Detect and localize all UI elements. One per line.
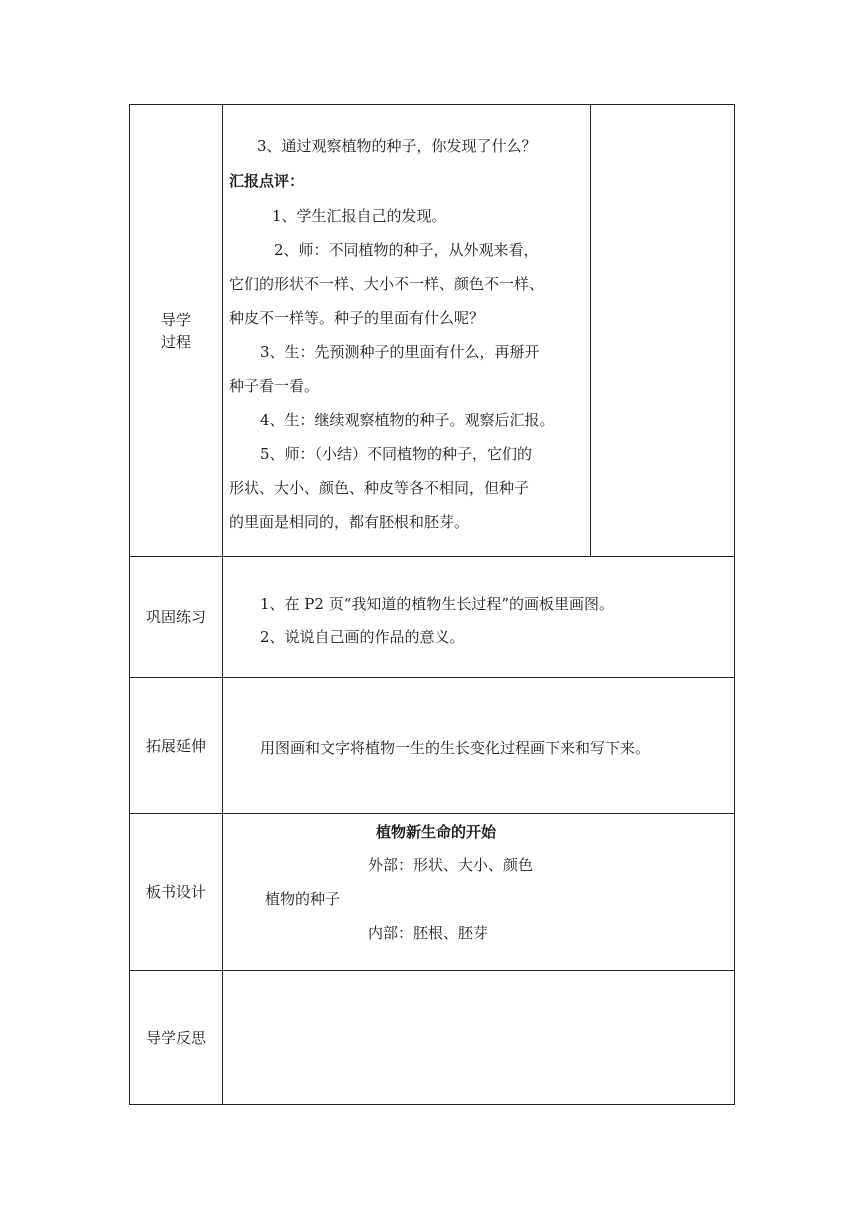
table-border-bottom xyxy=(129,1104,735,1105)
content-line: 3、通过观察植物的种子，你发现了什么？ xyxy=(257,137,537,155)
content-line: 形状、大小、颜色、种皮等各不相同，但种子 xyxy=(229,479,530,497)
content-line: 用图画和文字将植物一生的生长变化过程画下来和写下来。 xyxy=(260,739,651,757)
table-border-right xyxy=(734,104,735,1105)
content-line: 4、生：继续观察植物的种子。观察后汇报。 xyxy=(260,411,555,429)
row-label-text: 拓展延伸 xyxy=(145,736,206,755)
content-line: 2、师：不同植物的种子，从外观来看， xyxy=(274,241,539,259)
row-label-extension xyxy=(130,678,222,813)
row-label-text: 巩固练习 xyxy=(145,608,206,626)
board-inner-line: 内部：胚根、胚芽 xyxy=(368,924,489,942)
row-label-consolidation-practice xyxy=(130,557,222,677)
lesson-plan-table xyxy=(129,104,735,1105)
content-line: 1、学生汇报自己的发现。 xyxy=(272,207,447,225)
content-line: 种皮不一样等。种子的里面有什么呢？ xyxy=(229,309,485,327)
content-line: 1、在 P2 页“我知道的植物生长过程”的画板里画图。 xyxy=(260,595,615,613)
row-label-text: 导学过程 xyxy=(160,310,191,351)
content-line: 3、生：先预测种子的里面有什么，再掰开 xyxy=(260,343,540,361)
row-label-text: 板书设计 xyxy=(145,883,206,901)
row-label-reflection xyxy=(130,971,222,1104)
row-label-guided-process xyxy=(130,105,222,556)
board-center-line: 植物的种子 xyxy=(265,890,341,908)
row-label-text: 导学反思 xyxy=(145,1028,206,1047)
content-line: 5、师：（小结）不同植物的种子，它们的 xyxy=(260,445,533,463)
content-line: 的里面是相同的，都有胚根和胚芽。 xyxy=(229,513,470,531)
section-heading: 汇报点评： xyxy=(229,172,305,190)
label-column-divider xyxy=(222,104,223,1105)
notes-column-divider xyxy=(590,104,591,556)
content-line: 2、说说自己画的作品的意义。 xyxy=(260,628,465,646)
row-label-board-design xyxy=(130,814,222,970)
board-outer-line: 外部：形状、大小、颜色 xyxy=(368,856,534,874)
content-line: 它们的形状不一样、大小不一样、颜色不一样、 xyxy=(229,275,545,293)
board-title: 植物新生命的开始 xyxy=(376,823,497,841)
content-line: 种子看一看。 xyxy=(229,377,320,395)
